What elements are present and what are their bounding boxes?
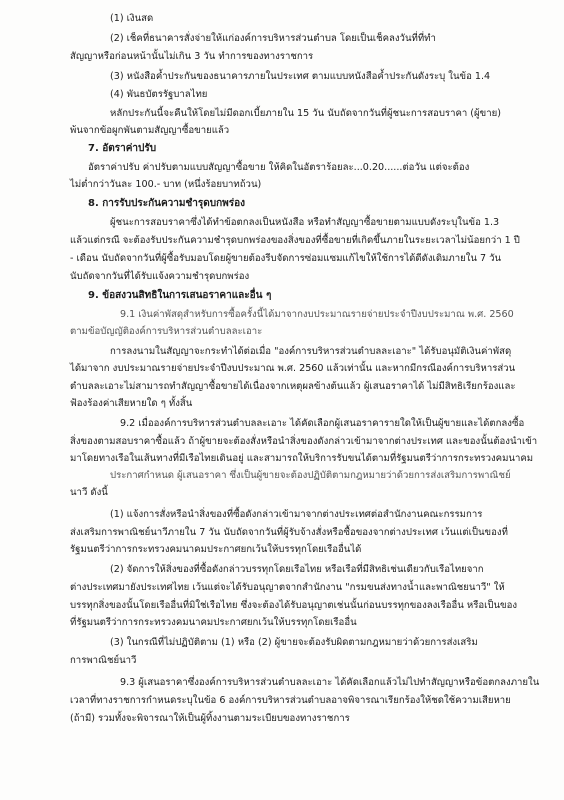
option-cheque-cont: สัญญาหรือก่อนหน้านั้นไม่เกิน 3 วัน ทำการของทางราชการ xyxy=(70,51,314,62)
option-cash: (1) เงินสด xyxy=(110,13,154,24)
warranty-text-1: ผู้ชนะการสอบราคาซึ่งได้ทำข้อตกลงเป็นหนังสือ หรือทำสัญญาซื้อขายตามแบบดังระบุในข้อ 1.3 xyxy=(110,217,500,228)
clause-9-2-line-5: นาวี ดังนี้ xyxy=(70,487,108,498)
option-bank-guarantee: (3) หนังสือค้ำประกันของธนาคารภายในประเทศ ตามแบบหนังสือค้ำประกันดังระบุ ในข้อ 1.4 xyxy=(110,71,491,82)
subclause-3-cont: การพาณิชย์นาวี xyxy=(70,655,137,666)
clause-9-2-line-2: สิ่งของตามสอบราคาซื้อแล้ว ถ้าผู้ขายจะต้องสั่งหรือนำสิ่งของดังกล่าวเข้ามาจากต่างประเทศ และของนั้นต้องนำเข้า xyxy=(70,436,538,447)
clause-9-2-line-3: มาโดยทางเรือในเส้นทางที่มีเรือไทยเดินอยู่ และสามารถให้บริการรับขนได้ตามที่รัฐมนตรีว่าการกระทรวงคมนาคม xyxy=(70,453,534,464)
penalty-rate-text: อัตราค่าปรับ ค่าปรับตามแบบสัญญาซื้อขาย ให้คิดในอัตราร้อยละ...0.20......ต่อวัน แต่จะต้อง xyxy=(88,162,470,173)
warranty-text-3: - เดือน นับถัดจากวันที่ผู้ซื้อรับมอบโดยผู้ขายต้องรีบจัดการซ่อมแซมแก้ไขให้ใช้การได้ดีดังเดิมภายใน 7 วัน xyxy=(70,253,502,264)
subclause-1: (1) แจ้งการสั่งหรือนำสิ่งของที่ซื้อดังกล่าวเข้ามาจากต่างประเทศต่อสำนักงานคณะกรรมการ xyxy=(110,509,483,520)
clause-9-2: 9.2 เมื่อองค์การบริหารส่วนตำบลละเอาะ ได้คัดเลือกผู้เสนอราคารายใดให้เป็นผู้ขายและได้ตกลงซื้อ xyxy=(120,418,525,429)
collateral-return-note-cont: พ้นจากข้อผูกพันตามสัญญาซื้อขายแล้ว xyxy=(70,125,230,136)
subclause-2: (2) จัดการให้สิ่งของที่ซื้อดังกล่าวบรรทุกโดยเรือไทย หรือเรือที่มีสิทธิเช่นเดียวกับเรือไทยจาก xyxy=(110,564,484,575)
section-9-heading: 9. ข้อสงวนสิทธิในการเสนอราคาและอื่น ๆ xyxy=(88,290,272,301)
contract-signing-text-3: ตำบลละเอาะไม่สามารถทำสัญญาซื้อขายได้เนื่องจากเหตุผลข้างต้นแล้ว ผู้เสนอราคาได้ ไม่มีสิทธิเรียกร้องและ xyxy=(70,381,516,392)
penalty-rate-text-cont: ไม่ต่ำกว่าวันละ 100.- บาท (หนึ่งร้อยบาทถ้วน) xyxy=(70,179,262,190)
subclause-1-cont-2: รัฐมนตรีว่าการกระทรวงคมนาคมประกาศยกเว้นให้บรรทุกโดยเรืออื่นได้ xyxy=(70,544,362,555)
subclause-2-cont-1: ต่างประเทศมายังประเทศไทย เว้นแต่จะได้รับอนุญาตจากสำนักงาน "กรมขนส่งทางน้ำและพาณิชยนาวี" ให้ xyxy=(70,582,505,593)
subclause-2-cont-3: ที่รัฐมนตรีว่าการกระทรวงคมนาคมประกาศยกเว้นให้บรรทุกโดยเรืออื่น xyxy=(70,617,357,628)
contract-signing-text-2: ได้มาจาก งบประมาณรายจ่ายประจำปีงบประมาณ พ.ศ. 2560 แล้วเท่านั้น และหากมีกรณีองค์การบริหารส่วน xyxy=(70,363,516,374)
clause-9-3: 9.3 ผู้เสนอราคาซึ่งองค์การบริหารส่วนตำบลละเอาะ ได้คัดเลือกแล้วไม่ไปทำสัญญาหรือข้อตกลงภายใน xyxy=(120,677,540,688)
subclause-2-cont-2: บรรทุกสิ่งของนั้นโดยเรืออื่นที่มิใช่เรือไทย ซึ่งจะต้องได้รับอนุญาตเช่นนั้นก่อนบรรทุกของลงเรืออื่น หรือเป็นของ xyxy=(70,600,518,611)
subclause-3: (3) ในกรณีที่ไม่ปฏิบัติตาม (1) หรือ (2) ผู้ขายจะต้องรับผิดตามกฎหมายว่าด้วยการส่งเสริม xyxy=(110,637,478,648)
contract-signing-text-1: การลงนามในสัญญาจะกระทำได้ต่อเมื่อ "องค์การบริหารส่วนตำบลละเอาะ" ได้รับอนุมัติเงินค่าพัสดุ xyxy=(110,346,512,357)
collateral-return-note: หลักประกันนี้จะคืนให้โดยไม่มีดอกเบี้ยภายใน 15 วัน นับถัดจากวันที่ผู้ชนะการสอบราคา (ผู้ขาย) xyxy=(110,108,501,119)
warranty-text-2: แล้วแต่กรณี จะต้องรับประกันความชำรุดบกพร่องของสิ่งของที่ซื้อขายที่เกิดขึ้นภายในระยะเวลาไม่น้อยกว่า 1 ปี xyxy=(70,235,520,246)
subclause-1-cont-1: ส่งเสริมการพาณิชย์นาวีภายใน 7 วัน นับถัดจากวันที่ผู้รับจ้างสั่งหรือซื้อของจากต่างประเทศ เว้นแต่เป็นของที่ xyxy=(70,527,508,538)
clause-9-2-line-4: ประกาศกำหนด ผู้เสนอราคา ซึ่งเป็นผู้ขายจะต้องปฏิบัติตามกฎหมายว่าด้วยการส่งเสริมการพาณิชย์ xyxy=(110,470,511,481)
section-8-heading: 8. การรับประกันความชำรุดบกพร่อง xyxy=(88,198,246,209)
warranty-text-4: นับถัดจากวันที่ได้รับแจ้งความชำรุดบกพร่อง xyxy=(70,271,250,282)
clause-9-1: 9.1 เงินค่าพัสดุสำหรับการซื้อครั้งนี้ได้มาจากงบประมาณรายจ่ายประจำปีงบประมาณ พ.ศ. 2560 xyxy=(120,309,514,320)
option-government-bond: (4) พันธบัตรรัฐบาลไทย xyxy=(110,89,208,100)
contract-signing-text-4: ฟ้องร้องค่าเสียหายใด ๆ ทั้งสิ้น xyxy=(70,398,193,409)
clause-9-3-cont-1: เวลาที่ทางราชการกำหนดระบุในข้อ 6 องค์การบริหารส่วนตำบลอาจพิจารณาเรียกร้องให้ชดใช้ความเสียหาย xyxy=(70,695,511,706)
clause-9-1-cont: ตามข้อบัญญัติองค์การบริหารส่วนตำบลละเอาะ xyxy=(70,326,263,337)
option-cheque: (2) เช็คที่ธนาคารสั่งจ่ายให้แก่องค์การบริหารส่วนตำบล โดยเป็นเช็คลงวันที่ที่ทำ xyxy=(110,33,436,44)
section-7-heading: 7. อัตราค่าปรับ xyxy=(88,143,157,154)
clause-9-3-cont-2: (ถ้ามี) รวมทั้งจะพิจารณาให้เป็นผู้ทิ้งงานตามระเบียบของทางราชการ xyxy=(70,713,350,724)
